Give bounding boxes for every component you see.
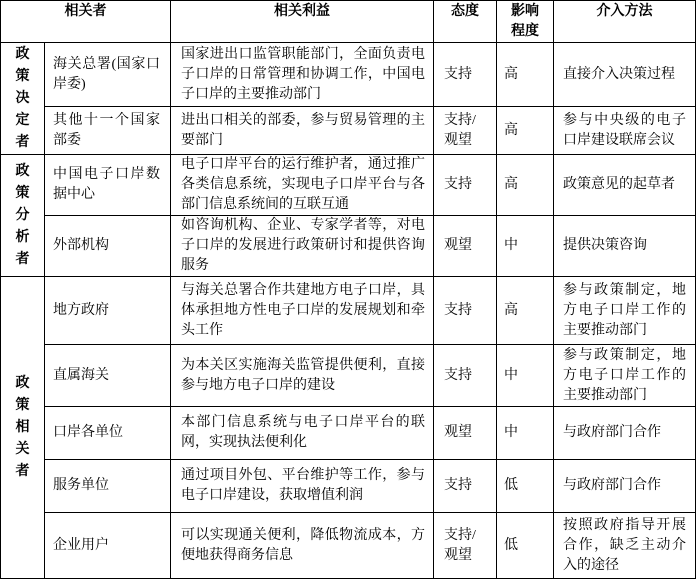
group-label: 政策相关者 xyxy=(15,375,30,479)
method-cell: 参与中央级的电子口岸建设联席会议 xyxy=(554,107,696,155)
header-method: 介入方法 xyxy=(554,1,696,43)
interest-cell: 可以实现通关便利，降低物流成本，方便地获得商务信息 xyxy=(171,513,434,579)
attitude-cell: 支持 xyxy=(434,345,497,407)
method-cell: 与政府部门合作 xyxy=(554,407,696,460)
method-cell: 参与政策制定，地方电子口岸工作的主要推动部门 xyxy=(554,345,696,407)
influence-cell: 中 xyxy=(497,216,554,277)
influence-cell: 低 xyxy=(497,513,554,579)
interest-cell: 如咨询机构、企业、专家学者等，对电子口岸的发展进行政策研讨和提供咨询服务 xyxy=(171,216,434,277)
stakeholder-cell: 其他十一个国家部委 xyxy=(45,107,171,155)
attitude-cell: 观望 xyxy=(434,407,497,460)
table-row xyxy=(1,155,696,216)
table-row xyxy=(1,107,696,155)
header-attitude: 态度 xyxy=(434,1,497,43)
interest-cell: 为本关区实施海关监管提供便利，直接参与地方电子口岸的建设 xyxy=(171,345,434,407)
method-cell: 提供决策咨询 xyxy=(554,216,696,277)
influence-cell: 中 xyxy=(497,345,554,407)
stakeholder-cell: 地方政府 xyxy=(45,277,171,345)
method-cell: 直接介入决策过程 xyxy=(554,43,696,107)
table-row xyxy=(1,513,696,579)
attitude-cell: 支持/观望 xyxy=(434,107,497,155)
influence-cell: 高 xyxy=(497,43,554,107)
method-cell: 与政府部门合作 xyxy=(554,460,696,513)
attitude-cell: 观望 xyxy=(434,216,497,277)
interest-cell: 国家进出口监管职能部门，全面负责电子口岸的日常管理和协调工作，中国电子口岸的主要推动部门 xyxy=(171,43,434,107)
attitude-cell: 支持/观望 xyxy=(434,513,497,579)
influence-cell: 高 xyxy=(497,107,554,155)
influence-cell: 低 xyxy=(497,460,554,513)
header-row xyxy=(1,1,696,43)
group-label: 政策决定者 xyxy=(15,46,30,150)
attitude-cell: 支持 xyxy=(434,155,497,216)
header-interest: 相关利益 xyxy=(171,1,434,43)
group-label-cell xyxy=(1,277,45,579)
stakeholder-cell: 企业用户 xyxy=(45,513,171,579)
table-row xyxy=(1,277,696,345)
table-row xyxy=(1,43,696,107)
interest-cell: 与海关总署合作共建地方电子口岸，具体承担地方性电子口岸的发展规划和牵头工作 xyxy=(171,277,434,345)
stakeholder-cell: 服务单位 xyxy=(45,460,171,513)
interest-cell: 本部门信息系统与电子口岸平台的联网，实现执法便利化 xyxy=(171,407,434,460)
attitude-cell: 支持 xyxy=(434,43,497,107)
influence-cell: 高 xyxy=(497,277,554,345)
table-row xyxy=(1,345,696,407)
header-stakeholder: 相关者 xyxy=(1,1,171,43)
stakeholder-cell: 中国电子口岸数据中心 xyxy=(45,155,171,216)
stakeholder-cell: 直属海关 xyxy=(45,345,171,407)
group-label: 政策分析者 xyxy=(15,163,30,267)
table-row xyxy=(1,216,696,277)
stakeholder-cell: 口岸各单位 xyxy=(45,407,171,460)
influence-cell: 中 xyxy=(497,407,554,460)
group-label-cell xyxy=(1,155,45,277)
method-cell: 政策意见的起草者 xyxy=(554,155,696,216)
interest-cell: 电子口岸平台的运行维护者，通过推广各类信息系统，实现电子口岸平台与各部门信息系统间的互联互通 xyxy=(171,155,434,216)
interest-cell: 进出口相关的部委，参与贸易管理的主要部门 xyxy=(171,107,434,155)
table-row xyxy=(1,460,696,513)
influence-cell: 高 xyxy=(497,155,554,216)
attitude-cell: 支持 xyxy=(434,277,497,345)
method-cell: 参与政策制定，地方电子口岸工作的主要推动部门 xyxy=(554,277,696,345)
group-label-cell xyxy=(1,43,45,155)
method-cell: 按照政府指导开展合作，缺乏主动介入的途径 xyxy=(554,513,696,579)
interest-cell: 通过项目外包、平台维护等工作，参与电子口岸建设，获取增值利润 xyxy=(171,460,434,513)
table-row xyxy=(1,407,696,460)
stakeholder-cell: 外部机构 xyxy=(45,216,171,277)
header-influence: 影响程度 xyxy=(497,1,554,43)
attitude-cell: 支持 xyxy=(434,460,497,513)
stakeholder-cell: 海关总署(国家口岸委) xyxy=(45,43,171,107)
